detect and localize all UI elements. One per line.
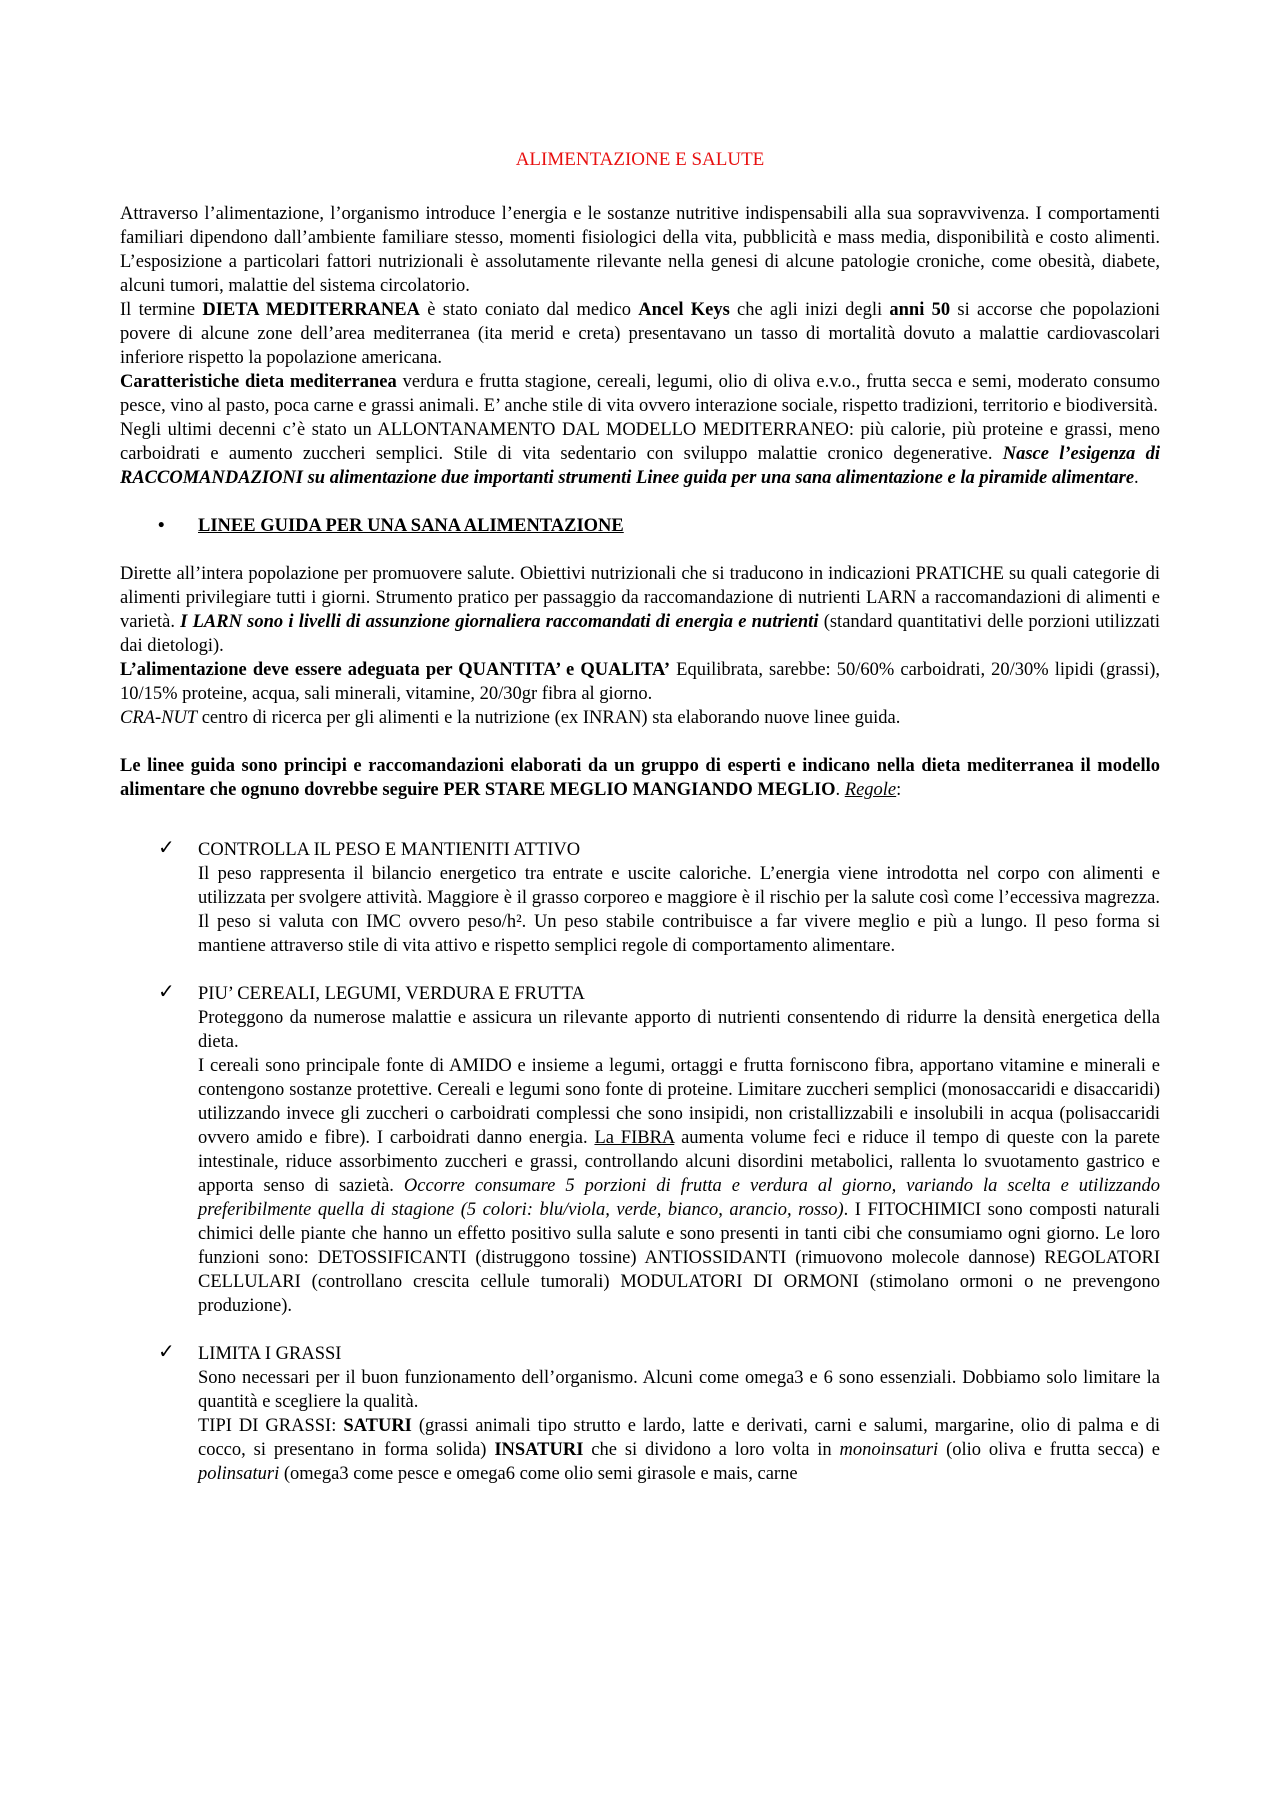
rule-body-continued: TIPI DI GRASSI: SATURI (grassi animali tipo strutto e lardo, latte e derivati, carni e salumi, margarine, olio di palma e di cocco, si presentano in forma solida) INSATURI che si dividono a loro volta in monoinsaturi (olio oliva e frutta secca) e polinsaturi (omega3 come pesce e omega6 come olio semi girasole e mais, carne (198, 1416, 1160, 1484)
bullet-icon: • (158, 516, 165, 536)
rule-limita-grassi (120, 1342, 1160, 1486)
rule-body: Il peso rappresenta il bilancio energetico tra entrate e uscite caloriche. L’energia viene introdotta nel corpo con alimenti e utilizzata per svolgere attività. Maggiore è il grasso corporeo e maggiore è il rischio per la salute così come l’eccessiva magrezza. Il peso si valuta con IMC ovvero peso/h². Un peso stabile contribuisce a far vivere meglio e più a lungo. Il peso forma si mantiene attraverso stile di vita attivo e rispetto semplici regole di comportamento alimentare. (198, 864, 1160, 956)
dieta-mediterranea-paragraph: Il termine DIETA MEDITERRANEA è stato coniato dal medico Ancel Keys che agli inizi degli anni 50 si accorse che popolazioni povere di alcune zone dell’area mediterranea (ita merid e creta) presentavano un tasso di mortalità dovuto a malattie cardiovascolari inferiore rispetto la popolazione americana. (120, 300, 1160, 368)
document-page (120, 148, 1160, 1486)
rule-heading: CONTROLLA IL PESO E MANTIENITI ATTIVO (198, 840, 581, 860)
rule-body-continued: I cereali sono principale fonte di AMIDO e insieme a legumi, ortaggi e frutta forniscono fibra, apportano vitamine e minerali e contengono sostanze protettive. Cereali e legumi sono fonte di proteine. Limitare zuccheri semplici (monosaccaridi e disaccaridi) utilizzando invece gli zuccheri o carboidrati complessi che sono insipidi, non cristallizzabili e insolubili in acqua (polisaccaridi ovvero amido e fibre). I carboidrati danno energia. La FIBRA aumenta volume feci e riduce il tempo di queste con la parete intestinale, riduce assorbimento zuccheri e grassi, controllando alcuni disordini metabolici, rallenta lo svuotamento gastrico e apporta senso di sazietà. Occorre consumare 5 porzioni di frutta e verdura al giorno, variando la scelta e utilizzando preferibilmente quella di stagione (5 colori: blu/viola, verde, bianco, arancio, rosso). I FITOCHIMICI sono composti naturali chimici delle piante che hanno un effetto positivo sulla salute e sono presenti in tanti cibi che consumiamo ogni giorno. Le loro funzioni sono: DETOSSIFICANTI (distruggono tossine) ANTIOSSIDANTI (rimuovono molecole dannose) REGOLATORI CELLULARI (controllano crescita cellule tumorali) MODULATORI DI ORMONI (stimolano ormoni o ne prevengono produzione). (198, 1056, 1161, 1316)
rule-heading: PIU’ CEREALI, LEGUMI, VERDURA E FRUTTA (198, 984, 585, 1004)
rule-cereali-legumi (120, 982, 1160, 1318)
rule-heading: LIMITA I GRASSI (198, 1344, 342, 1364)
rule-body: Proteggono da numerose malattie e assicura un rilevante apporto di nutrienti consentendo di ridurre la densità energetica della dieta. (198, 1008, 1160, 1052)
linee-guida-definition-paragraph: Le linee guida sono principi e raccomandazioni elaborati da un gruppo di esperti e indicano nella dieta mediterranea il modello alimentare che ognuno dovrebbe seguire PER STARE MEGLIO MANGIANDO MEGLIO. Regole: (120, 756, 1160, 800)
page-title: ALIMENTAZIONE E SALUTE (515, 149, 765, 170)
cra-nut-paragraph: CRA-NUT centro di ricerca per gli alimenti e la nutrizione (ex INRAN) sta elaborando nuove linee guida. (120, 708, 901, 728)
quantita-qualita-paragraph: L’alimentazione deve essere adeguata per QUANTITA’ e QUALITA’ Equilibrata, sarebbe: 50/60% carboidrati, 20/30% lipidi (grassi), 10/15% proteine, acqua, sali minerali, vitamine, 20/30gr fibra al giorno. (120, 660, 1161, 704)
dirette-paragraph: Dirette all’intera popolazione per promuovere salute. Obiettivi nutrizionali che si traducono in indicazioni PRATICHE su quali categorie di alimenti privilegiare tutti i giorni. Strumento pratico per passaggio da raccomandazione di nutrienti LARN a raccomandazioni di alimenti e varietà. I LARN sono i livelli di assunzione giornaliera raccomandati di energia e nutrienti (standard quantitativi delle porzioni utilizzati dai dietologi). (120, 564, 1160, 656)
caratteristiche-paragraph: Caratteristiche dieta mediterranea verdura e frutta stagione, cereali, legumi, olio di oliva e.v.o., frutta secca e semi, moderato consumo pesce, vino al pasto, poca carne e grassi animali. E’ anche stile di vita ovvero interazione sociale, rispetto tradizioni, territorio e biodiversità. (120, 372, 1160, 416)
allontanamento-paragraph: Negli ultimi decenni c’è stato un ALLONTANAMENTO DAL MODELLO MEDITERRANEO: più calorie, più proteine e grassi, meno carboidrati e aumento zuccheri semplici. Stile di vita sedentario con sviluppo malattie cronico degenerative. Nasce l’esigenza di RACCOMANDAZIONI su alimentazione due importanti strumenti Linee guida per una sana alimentazione e la piramide alimentare. (120, 420, 1160, 488)
intro-paragraph: Attraverso l’alimentazione, l’organismo introduce l’energia e le sostanze nutritive indispensabili alla sua sopravvivenza. I comportamenti familiari dipendono dall’ambiente familiare stesso, momenti fisiologici della vita, pubblicità e mass media, disponibilità e costo alimenti. L’esposizione a particolari fattori nutrizionali è assolutamente rilevante nella genesi di alcune patologie croniche, come obesità, diabete, alcuni tumori, malattie del sistema circolatorio. (120, 204, 1160, 296)
checkmark-icon: ✓ (158, 837, 175, 859)
rule-controlla-peso (120, 838, 1160, 958)
rule-body: Sono necessari per il buon funzionamento dell’organismo. Alcuni come omega3 e 6 sono essenziali. Dobbiamo solo limitare la quantità e scegliere la qualità. (198, 1368, 1160, 1412)
section-heading-linee-guida: • LINEE GUIDA PER UNA SANA ALIMENTAZIONE (158, 516, 624, 536)
checkmark-icon: ✓ (158, 981, 175, 1003)
checkmark-icon: ✓ (158, 1341, 175, 1363)
